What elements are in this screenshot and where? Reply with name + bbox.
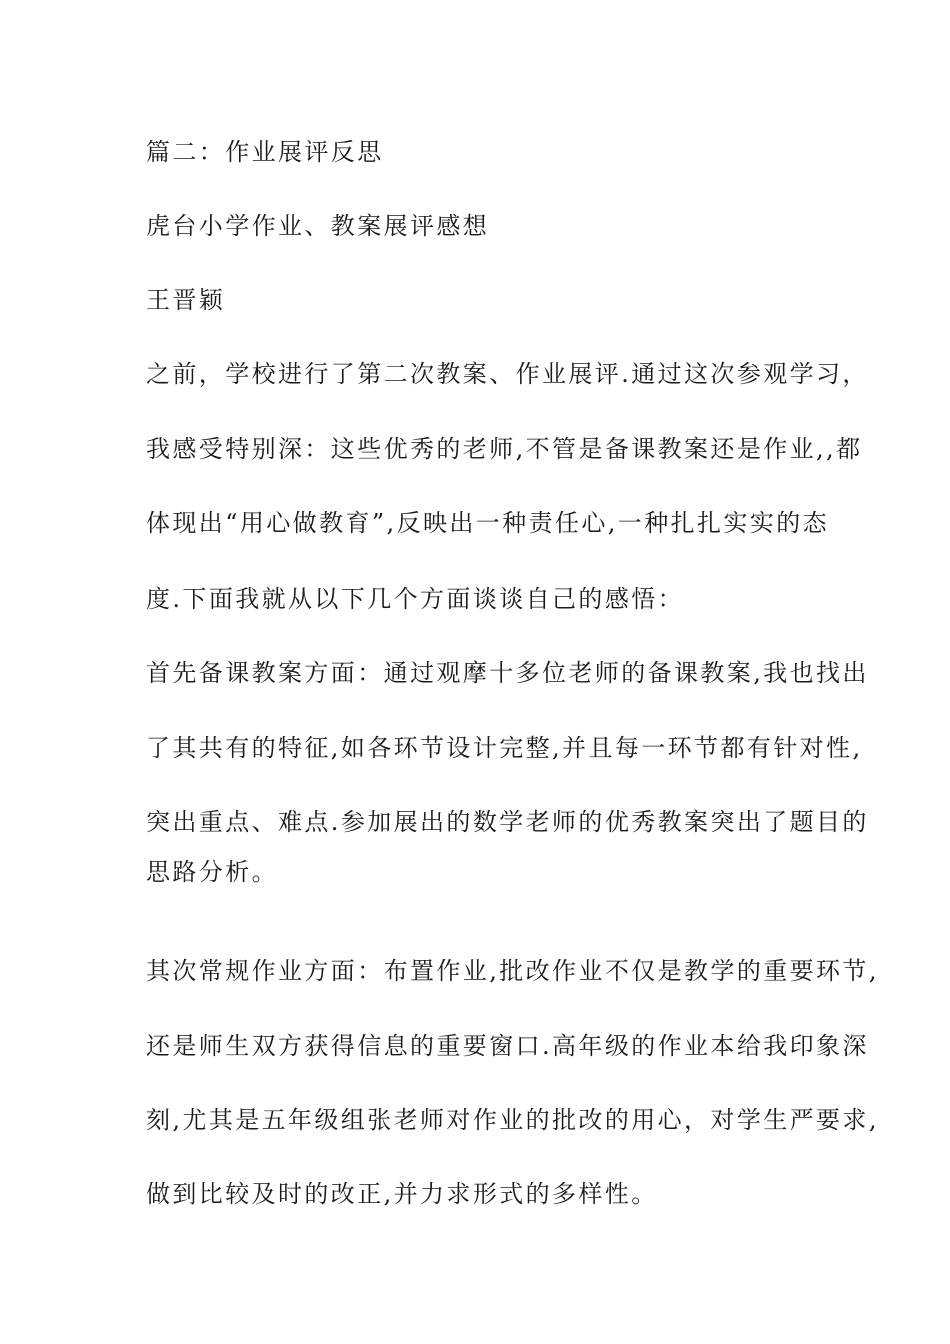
paragraph-3-line: 其次常规作业方面：布置作业,批改作业不仅是教学的重要环节, (146, 957, 879, 985)
paragraph-2-line: 首先备课教案方面：通过观摩十多位老师的备课教案,我也找出 (146, 659, 869, 687)
paragraph-1-line: 体现出“用心做教育”,反映出一种责任心,一种扎扎实实的态 (146, 509, 829, 537)
article-title: 虎台小学作业、教案展评感想 (146, 212, 490, 240)
paragraph-1-line: 我感受特别深：这些优秀的老师,不管是备课教案还是作业,,都 (146, 435, 863, 463)
paragraph-2-line: 了其共有的特征,如各环节设计完整,并且每一环节都有针对性, (146, 734, 863, 762)
author-name: 王晋颖 (146, 286, 226, 314)
paragraph-2-line: 思路分析。 (146, 858, 278, 886)
paragraph-1-line: 之前，学校进行了第二次教案、作业展评.通过这次参观学习， (146, 360, 869, 388)
paragraph-2-line: 突出重点、难点.参加展出的数学老师的优秀教案突出了题目的 (146, 808, 869, 836)
paragraph-3-line: 刻,尤其是五年级组张老师对作业的批改的用心，对学生严要求, (146, 1106, 879, 1134)
section-title: 篇二：作业展评反思 (146, 138, 384, 166)
paragraph-3-line: 还是师生双方获得信息的重要窗口.高年级的作业本给我印象深 (146, 1032, 869, 1060)
paragraph-1-line: 度.下面我就从以下几个方面谈谈自己的感悟： (146, 585, 685, 613)
paragraph-3-line: 做到比较及时的改正,并力求形式的多样性。 (146, 1180, 658, 1208)
